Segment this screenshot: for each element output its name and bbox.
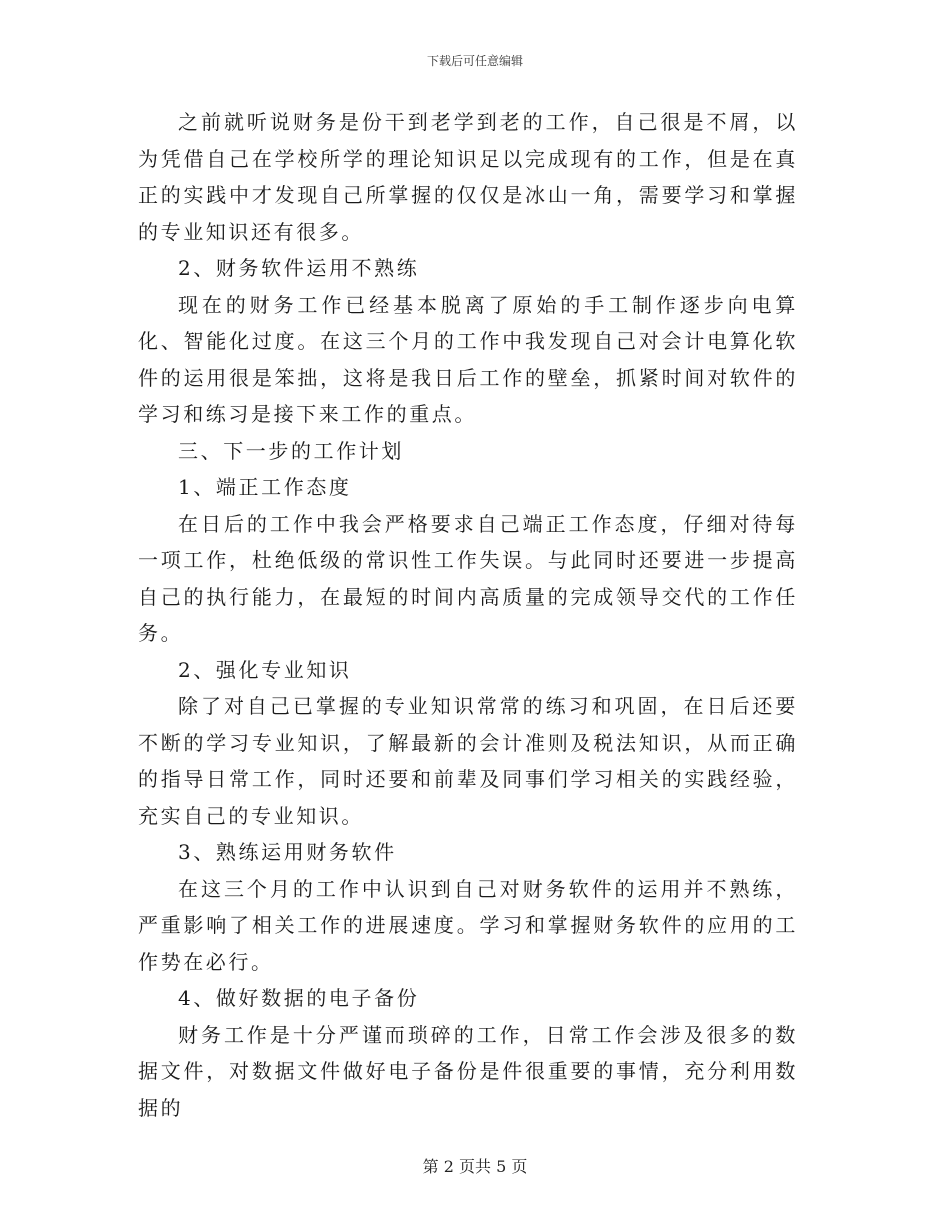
paragraph-6: 财务工作是十分严谨而琐碎的工作，日常工作会涉及很多的数据文件，对数据文件做好电子备份是件很重要的事情，充分利用数据的 <box>138 1022 798 1120</box>
heading-professional-knowledge: 2、强化专业知识 <box>178 657 352 682</box>
page-number: 第 2 页共 5 页 <box>422 1157 528 1176</box>
heading-software-unfamiliar: 2、财务软件运用不熟练 <box>178 256 420 280</box>
heading-attitude: 1、端正工作态度 <box>178 475 352 499</box>
page-header: 下载后可任意编辑 <box>426 54 523 68</box>
paragraph-2: 现在的财务工作已经基本脱离了原始的手工制作逐步向电算化、智能化过度。在这三个月的工作中我发现自己对会计电算化软件的运用很是笨拙，这将是我日后工作的壁垒，抓紧时间对软件的学习和练习是接下来工作的重点。 <box>138 292 798 426</box>
paragraph-1: 之前就听说财务是份干到老学到老的工作，自己很是不屑，以为凭借自己在学校所学的理论知识足以完成现有的工作，但是在真正的实践中才发现自己所掌握的仅仅是冰山一角，需要学习和掌握的专业知识还有很多。 <box>138 110 798 244</box>
heading-next-plan: 三、下一步的工作计划 <box>178 438 404 463</box>
paragraph-5: 在这三个月的工作中认识到自己对财务软件的运用并不熟练，严重影响了相关工作的进展速度。学习和掌握财务软件的应用的工作势在必行。 <box>138 876 798 974</box>
document-body <box>138 104 798 1126</box>
paragraph-4: 除了对自己已掌握的专业知识常常的练习和巩固，在日后还要不断的学习专业知识，了解最新的会计准则及税法知识，从而正确的指导日常工作，同时还要和前辈及同事们学习相关的实践经验，充实自己的专业知识。 <box>138 694 798 828</box>
heading-data-backup: 4、做好数据的电子备份 <box>178 986 420 1010</box>
heading-software-proficiency: 3、熟练运用财务软件 <box>178 840 397 864</box>
paragraph-3: 在日后的工作中我会严格要求自己端正工作态度，仔细对待每一项工作，杜绝低级的常识性工作失误。与此同时还要进一步提高自己的执行能力，在最短的时间内高质量的完成领导交代的工作任务。 <box>138 511 798 645</box>
